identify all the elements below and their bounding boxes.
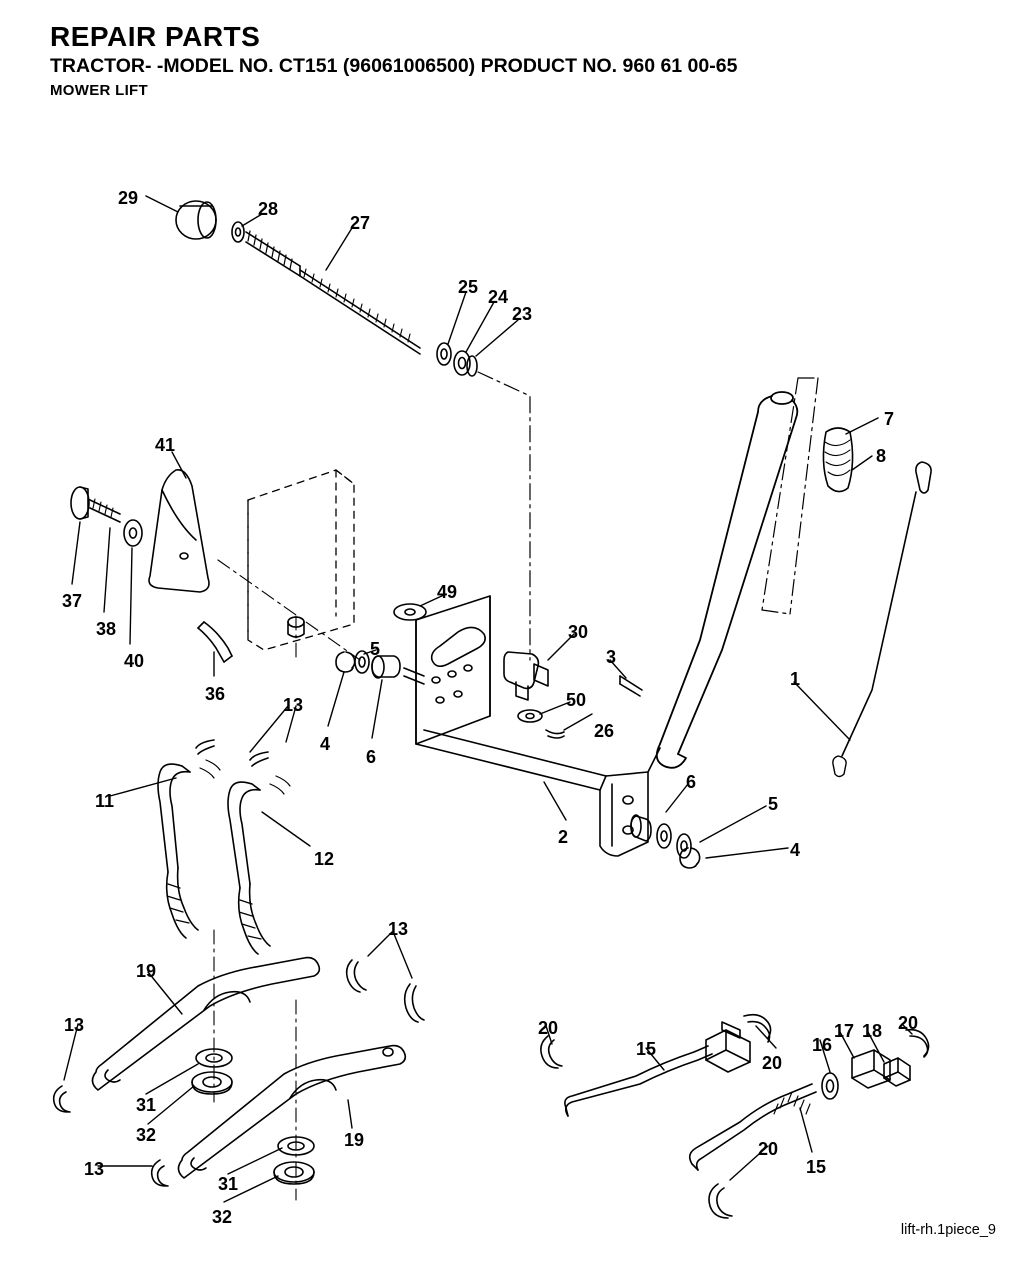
part-30-fitting [504, 652, 548, 700]
section-title: MOWER LIFT [50, 81, 148, 99]
callout-5-left: 5 [370, 639, 381, 659]
callout-4-right: 4 [790, 840, 801, 860]
part-18-nut [884, 1058, 910, 1086]
callout-1: 1 [790, 669, 801, 689]
callout-31-a: 31 [136, 1095, 157, 1115]
callout-13-d: 13 [84, 1159, 105, 1179]
part-13-hairpin-c [347, 960, 366, 992]
part-17-18-block [706, 1022, 750, 1072]
callout-26: 26 [594, 721, 615, 741]
part-37-cap [71, 487, 89, 519]
part-50-washer [518, 710, 542, 722]
callout-50: 50 [566, 690, 587, 710]
lift-handle-tube [657, 392, 801, 768]
part-8-rod-tip [916, 462, 931, 493]
part-25-washer [437, 343, 451, 365]
figure-code: lift-rh.1piece_9 [900, 1222, 996, 1238]
callout-3: 3 [606, 647, 617, 667]
bolt-left [404, 668, 424, 684]
callout-29: 29 [118, 188, 139, 208]
part-2-lift-bracket [416, 596, 660, 856]
centerline-plate-link [218, 560, 360, 660]
callout-20-d: 20 [758, 1139, 779, 1159]
callout-13-c: 13 [64, 1015, 85, 1035]
part-36-rod [198, 622, 232, 662]
callout-12: 12 [314, 849, 335, 869]
callout-2: 2 [558, 827, 569, 847]
callout-24: 24 [488, 287, 509, 307]
part-26-cotter-pin [546, 730, 564, 738]
part-20-clip-c [906, 1030, 929, 1057]
part-13-hairpin-b [250, 752, 268, 766]
callout-20-b: 20 [898, 1013, 919, 1033]
part-16-washer [822, 1073, 838, 1099]
callout-16: 16 [812, 1035, 833, 1055]
callout-31-b: 31 [218, 1174, 239, 1194]
callout-28: 28 [258, 199, 279, 219]
callout-4-left: 4 [320, 734, 331, 754]
part-1-cable [833, 492, 916, 777]
part-13-hairpin-a [196, 740, 214, 754]
callout-18: 18 [862, 1021, 883, 1041]
callout-19-a: 19 [136, 961, 157, 981]
part-11-link-rod [158, 760, 220, 938]
part-15-rod-right [690, 1084, 816, 1170]
part-5-washer-right-2 [677, 834, 691, 858]
leader-lines [64, 196, 912, 1202]
callout-13-b: 13 [388, 919, 409, 939]
callout-11: 11 [95, 791, 115, 811]
callout-17: 17 [834, 1021, 855, 1041]
part-5-washer-right [657, 824, 671, 848]
part-28-washer [232, 222, 244, 242]
callout-41: 41 [155, 435, 176, 455]
callout-37: 37 [62, 591, 83, 611]
part-20-clip-d [709, 1184, 732, 1218]
part-27-threaded-rod [246, 231, 420, 354]
part-12-link-rod [228, 776, 290, 954]
part-41-bracket [149, 470, 209, 592]
callout-19-b: 19 [344, 1130, 365, 1150]
callout-32-a: 32 [136, 1125, 157, 1145]
part-38-screw [90, 499, 120, 522]
callout-8: 8 [876, 446, 887, 466]
part-6-spacer-left [372, 656, 400, 678]
callout-5-right: 5 [768, 794, 779, 814]
callout-36: 36 [205, 684, 226, 704]
part-13-hairpin-f [152, 1160, 168, 1186]
model-line: TRACTOR- -MODEL NO. CT151 (96061006500) PRODUCT NO. 960 61 00-65 [50, 55, 738, 78]
callout-23: 23 [512, 304, 533, 324]
part-40-washer [124, 520, 142, 546]
callout-7: 7 [884, 409, 895, 429]
callout-20-c: 20 [762, 1053, 783, 1073]
callout-15-b: 15 [806, 1157, 827, 1177]
part-23-nut [467, 356, 477, 376]
part-13-hairpin-e [54, 1086, 70, 1112]
callout-27: 27 [350, 213, 371, 233]
callout-49: 49 [437, 582, 458, 602]
callout-32-b: 32 [212, 1207, 233, 1227]
part-3-pin [620, 676, 642, 696]
callout-40: 40 [124, 651, 145, 671]
callout-6-left: 6 [366, 747, 377, 767]
callout-15-a: 15 [636, 1039, 657, 1059]
part-4-retainer-left [336, 652, 355, 672]
part-49-washer [394, 604, 426, 620]
part-5-washer-left [355, 651, 369, 673]
callout-13-a: 13 [283, 695, 304, 715]
callout-20-a: 20 [538, 1018, 559, 1038]
dashed-plate-outline [248, 470, 354, 650]
part-13-hairpin-d [405, 984, 424, 1022]
callout-38: 38 [96, 619, 117, 639]
callout-6-right: 6 [686, 772, 697, 792]
page-title: REPAIR PARTS [50, 21, 261, 52]
centerline-lift-shaft [478, 372, 530, 660]
callout-25: 25 [458, 277, 479, 297]
part-29-knob [176, 201, 216, 239]
part-7-grip [823, 428, 852, 492]
callout-30: 30 [568, 622, 589, 642]
